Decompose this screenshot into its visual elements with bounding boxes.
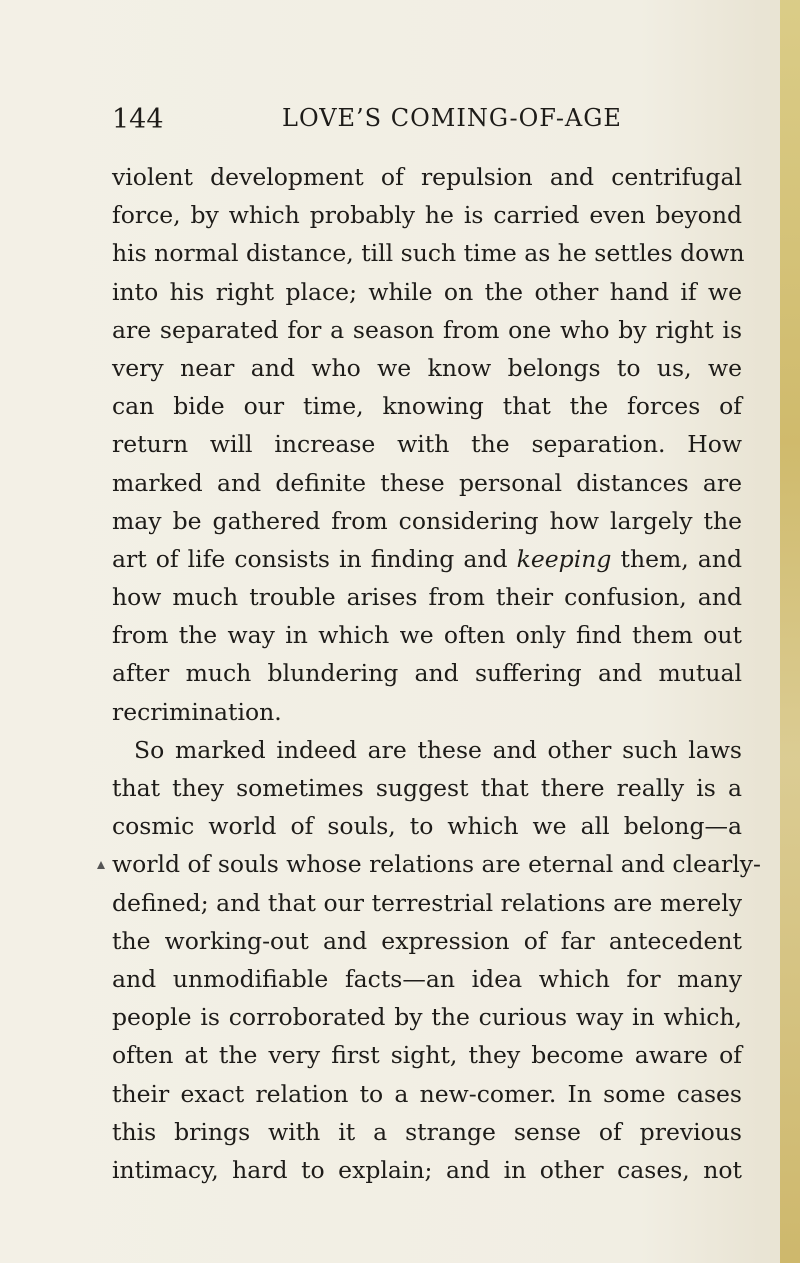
text-line: cosmic world of souls, to which we all belong—a bbox=[112, 812, 742, 841]
text-line: very near and who we know belongs to us, we bbox=[112, 353, 742, 382]
text-segment: art of life consists in finding and bbox=[112, 544, 508, 573]
text-line: return will increase with the separation. How bbox=[112, 430, 742, 459]
text-line: intimacy, hard to explain; and in other cases, not bbox=[112, 1155, 742, 1184]
page-number: 144 bbox=[112, 104, 164, 135]
text-line: force, by which probably he is carried even beyond bbox=[112, 201, 742, 230]
text-line: the working-out and expression of far antecedent bbox=[112, 926, 742, 955]
page-edge bbox=[780, 0, 800, 1263]
text-line: can bide our time, knowing that the forces of bbox=[112, 392, 742, 421]
margin-mark-icon bbox=[97, 861, 105, 869]
text-line: recrimination. bbox=[112, 697, 282, 726]
text-line: defined; and that our terrestrial relations are merely bbox=[112, 888, 742, 917]
text-line: often at the very first sight, they become aware of bbox=[112, 1041, 742, 1070]
text-line: may be gathered from considering how largely the bbox=[112, 506, 742, 535]
text-line-with-italic bbox=[112, 540, 742, 578]
text-line: this brings with it a strange sense of previous bbox=[112, 1117, 742, 1146]
text-line: world of souls whose relations are eternal and clearly- bbox=[112, 850, 761, 879]
page-header bbox=[112, 104, 742, 144]
body-text bbox=[112, 158, 761, 1189]
text-line: violent development of repulsion and centrifugal bbox=[112, 163, 742, 191]
italic-word: keeping bbox=[516, 544, 612, 573]
text-line: people is corroborated by the curious way in which, bbox=[112, 1003, 742, 1032]
text-line: marked and definite these personal distances are bbox=[112, 468, 742, 497]
text-line: into his right place; while on the other hand if we bbox=[112, 277, 742, 306]
text-line: that they sometimes suggest that there really is a bbox=[112, 774, 742, 802]
text-line: are separated for a season from one who by right is bbox=[112, 315, 742, 344]
paragraph-start-line: So marked indeed are these and other such laws bbox=[134, 735, 742, 764]
text-line: after much blundering and suffering and mutual bbox=[112, 659, 742, 688]
text-line: how much trouble arises from their confusion, and bbox=[112, 583, 742, 612]
text-line: from the way in which we often only find them out bbox=[112, 621, 742, 650]
text-line: and unmodifiable facts—an idea which for many bbox=[112, 964, 742, 993]
text-segment: them, and bbox=[620, 544, 742, 573]
text-line: his normal distance, till such time as he settles down bbox=[112, 239, 745, 268]
text-line: their exact relation to a new-comer. In some cases bbox=[112, 1079, 742, 1108]
running-head: LOVE’S COMING-OF-AGE bbox=[282, 104, 622, 132]
